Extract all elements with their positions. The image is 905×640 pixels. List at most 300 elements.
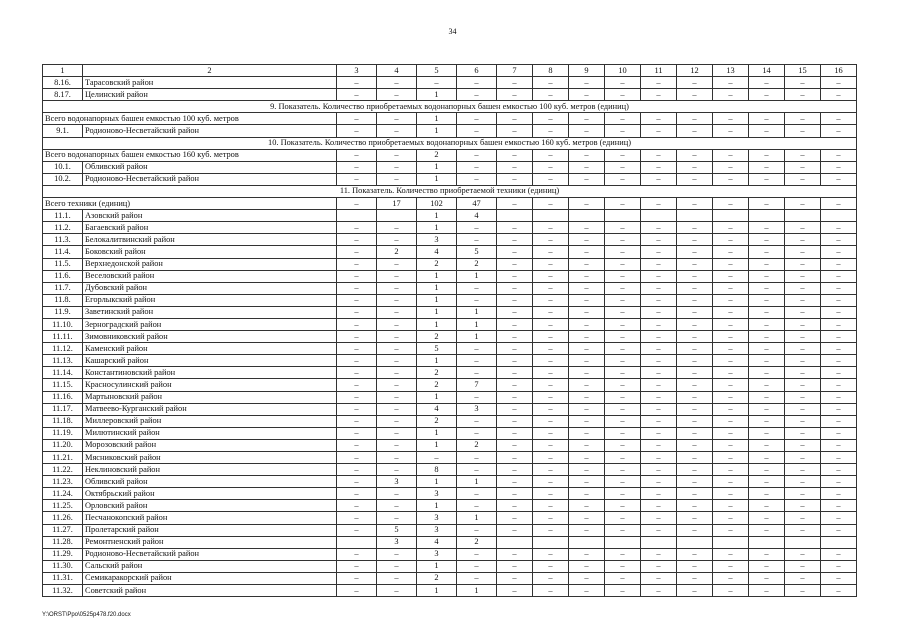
value-cell: – bbox=[785, 306, 821, 318]
value-cell: – bbox=[713, 367, 749, 379]
district-name: Целинский район bbox=[83, 89, 337, 101]
value-cell: – bbox=[821, 572, 857, 584]
value-cell: – bbox=[533, 149, 569, 161]
value-cell: – bbox=[533, 500, 569, 512]
value-cell: 17 bbox=[377, 198, 417, 210]
value-cell: – bbox=[337, 318, 377, 330]
value-cell: – bbox=[749, 113, 785, 125]
value-cell: – bbox=[569, 476, 605, 488]
value-cell: – bbox=[605, 331, 641, 343]
value-cell: – bbox=[533, 198, 569, 210]
value-cell: – bbox=[497, 113, 533, 125]
value-cell: – bbox=[497, 560, 533, 572]
header-cell: 9 bbox=[569, 65, 605, 77]
district-name: Обливский район bbox=[83, 476, 337, 488]
value-cell: – bbox=[377, 464, 417, 476]
value-cell: 5 bbox=[377, 524, 417, 536]
value-cell: – bbox=[749, 331, 785, 343]
value-cell: – bbox=[337, 125, 377, 137]
value-cell: – bbox=[569, 572, 605, 584]
table-row bbox=[43, 585, 857, 597]
value-cell: – bbox=[497, 246, 533, 258]
value-cell: – bbox=[641, 585, 677, 597]
value-cell: – bbox=[337, 403, 377, 415]
value-cell: – bbox=[533, 427, 569, 439]
table-row bbox=[43, 161, 857, 173]
value-cell: – bbox=[749, 415, 785, 427]
value-cell: – bbox=[713, 331, 749, 343]
value-cell: – bbox=[377, 355, 417, 367]
value-cell: – bbox=[713, 246, 749, 258]
value-cell: – bbox=[677, 282, 713, 294]
table-row bbox=[43, 464, 857, 476]
value-cell: – bbox=[457, 391, 497, 403]
value-cell: 1 bbox=[417, 294, 457, 306]
value-cell bbox=[749, 210, 785, 222]
value-cell: – bbox=[785, 452, 821, 464]
value-cell: – bbox=[713, 343, 749, 355]
value-cell bbox=[713, 536, 749, 548]
value-cell: – bbox=[713, 113, 749, 125]
value-cell: – bbox=[569, 355, 605, 367]
value-cell: 1 bbox=[417, 282, 457, 294]
value-cell: – bbox=[569, 89, 605, 101]
header-cell: 15 bbox=[785, 65, 821, 77]
value-cell: – bbox=[457, 149, 497, 161]
file-path-footer: Y:\ORST\Ppo\0525p478.f20.docx bbox=[42, 612, 131, 618]
value-cell: – bbox=[713, 572, 749, 584]
value-cell: – bbox=[497, 258, 533, 270]
table-row bbox=[43, 452, 857, 464]
value-cell bbox=[713, 210, 749, 222]
value-cell: – bbox=[337, 524, 377, 536]
value-cell: – bbox=[569, 585, 605, 597]
district-name: Октябрьский район bbox=[83, 488, 337, 500]
value-cell: – bbox=[457, 173, 497, 185]
value-cell bbox=[641, 536, 677, 548]
total-row bbox=[43, 198, 857, 210]
value-cell: – bbox=[497, 306, 533, 318]
value-cell: 1 bbox=[417, 500, 457, 512]
value-cell: 1 bbox=[417, 355, 457, 367]
value-cell: – bbox=[749, 294, 785, 306]
value-cell: – bbox=[605, 173, 641, 185]
value-cell: – bbox=[821, 125, 857, 137]
value-cell: – bbox=[497, 572, 533, 584]
value-cell: – bbox=[605, 524, 641, 536]
header-cell: 16 bbox=[821, 65, 857, 77]
value-cell: – bbox=[497, 439, 533, 451]
value-cell: – bbox=[337, 258, 377, 270]
value-cell: – bbox=[569, 488, 605, 500]
value-cell: – bbox=[677, 222, 713, 234]
value-cell: – bbox=[377, 294, 417, 306]
value-cell bbox=[641, 210, 677, 222]
value-cell: 1 bbox=[457, 270, 497, 282]
value-cell: – bbox=[337, 343, 377, 355]
district-name: Веселовский район bbox=[83, 270, 337, 282]
value-cell: – bbox=[821, 198, 857, 210]
table-row bbox=[43, 294, 857, 306]
district-name: Дубовский район bbox=[83, 282, 337, 294]
table-row bbox=[43, 524, 857, 536]
value-cell: – bbox=[713, 161, 749, 173]
value-cell: – bbox=[677, 585, 713, 597]
value-cell: – bbox=[497, 282, 533, 294]
value-cell: – bbox=[337, 161, 377, 173]
value-cell bbox=[337, 536, 377, 548]
value-cell: 2 bbox=[417, 331, 457, 343]
header-cell: 12 bbox=[677, 65, 713, 77]
value-cell: – bbox=[749, 367, 785, 379]
value-cell: – bbox=[749, 270, 785, 282]
value-cell: – bbox=[569, 161, 605, 173]
value-cell: – bbox=[749, 282, 785, 294]
value-cell: – bbox=[569, 560, 605, 572]
value-cell: – bbox=[457, 427, 497, 439]
value-cell: – bbox=[785, 476, 821, 488]
value-cell: – bbox=[377, 560, 417, 572]
value-cell: – bbox=[677, 234, 713, 246]
value-cell: – bbox=[677, 173, 713, 185]
table-row bbox=[43, 210, 857, 222]
district-name: Кашарский район bbox=[83, 355, 337, 367]
table-row bbox=[43, 355, 857, 367]
value-cell: – bbox=[677, 77, 713, 89]
table-row bbox=[43, 548, 857, 560]
header-cell: 14 bbox=[749, 65, 785, 77]
district-name: Красносулинский район bbox=[83, 379, 337, 391]
value-cell: – bbox=[497, 464, 533, 476]
row-number: 11.23. bbox=[43, 476, 83, 488]
row-number: 11.11. bbox=[43, 331, 83, 343]
value-cell: – bbox=[641, 89, 677, 101]
value-cell: 3 bbox=[417, 234, 457, 246]
value-cell: – bbox=[821, 403, 857, 415]
value-cell: – bbox=[641, 294, 677, 306]
value-cell: – bbox=[641, 379, 677, 391]
table-row bbox=[43, 246, 857, 258]
value-cell: – bbox=[677, 403, 713, 415]
row-number: 11.6. bbox=[43, 270, 83, 282]
value-cell: – bbox=[713, 464, 749, 476]
value-cell: – bbox=[785, 149, 821, 161]
value-cell: – bbox=[533, 343, 569, 355]
value-cell: – bbox=[337, 222, 377, 234]
header-cell: 4 bbox=[377, 65, 417, 77]
value-cell: – bbox=[641, 331, 677, 343]
value-cell: – bbox=[605, 270, 641, 282]
value-cell: – bbox=[569, 270, 605, 282]
district-name: Азовский район bbox=[83, 210, 337, 222]
value-cell: – bbox=[569, 258, 605, 270]
value-cell: – bbox=[785, 355, 821, 367]
value-cell: – bbox=[569, 415, 605, 427]
value-cell: – bbox=[677, 161, 713, 173]
value-cell: – bbox=[533, 331, 569, 343]
value-cell: – bbox=[533, 234, 569, 246]
value-cell: – bbox=[569, 331, 605, 343]
value-cell: – bbox=[677, 198, 713, 210]
value-cell: – bbox=[497, 234, 533, 246]
value-cell: – bbox=[821, 246, 857, 258]
value-cell: – bbox=[713, 77, 749, 89]
value-cell: – bbox=[677, 464, 713, 476]
value-cell: – bbox=[377, 318, 417, 330]
value-cell: – bbox=[677, 331, 713, 343]
section-heading-row bbox=[43, 101, 857, 113]
value-cell: – bbox=[713, 306, 749, 318]
row-number: 11.9. bbox=[43, 306, 83, 318]
row-number: 11.26. bbox=[43, 512, 83, 524]
value-cell: – bbox=[569, 464, 605, 476]
value-cell: 7 bbox=[457, 379, 497, 391]
value-cell: – bbox=[337, 427, 377, 439]
value-cell: – bbox=[821, 524, 857, 536]
value-cell: – bbox=[377, 306, 417, 318]
value-cell: – bbox=[713, 125, 749, 137]
value-cell: – bbox=[641, 113, 677, 125]
value-cell: – bbox=[337, 355, 377, 367]
value-cell: – bbox=[785, 488, 821, 500]
value-cell: 1 bbox=[457, 585, 497, 597]
value-cell: – bbox=[337, 331, 377, 343]
value-cell: – bbox=[497, 89, 533, 101]
value-cell: – bbox=[821, 77, 857, 89]
value-cell: – bbox=[533, 476, 569, 488]
value-cell: – bbox=[497, 343, 533, 355]
row-number: 11.12. bbox=[43, 343, 83, 355]
value-cell: – bbox=[821, 89, 857, 101]
value-cell: – bbox=[533, 355, 569, 367]
value-cell: 3 bbox=[377, 476, 417, 488]
value-cell: – bbox=[821, 427, 857, 439]
value-cell: – bbox=[605, 198, 641, 210]
district-name: Зимовниковский район bbox=[83, 331, 337, 343]
value-cell: – bbox=[457, 113, 497, 125]
value-cell: 1 bbox=[457, 331, 497, 343]
value-cell: – bbox=[749, 464, 785, 476]
row-number: 11.25. bbox=[43, 500, 83, 512]
value-cell: – bbox=[377, 512, 417, 524]
value-cell: – bbox=[821, 379, 857, 391]
value-cell: – bbox=[605, 548, 641, 560]
value-cell: – bbox=[785, 439, 821, 451]
value-cell bbox=[821, 210, 857, 222]
value-cell: – bbox=[533, 572, 569, 584]
value-cell: – bbox=[377, 89, 417, 101]
value-cell: – bbox=[641, 258, 677, 270]
value-cell: – bbox=[533, 464, 569, 476]
value-cell: – bbox=[785, 403, 821, 415]
value-cell: – bbox=[533, 246, 569, 258]
value-cell: – bbox=[677, 391, 713, 403]
value-cell: – bbox=[533, 367, 569, 379]
value-cell: – bbox=[713, 585, 749, 597]
value-cell: – bbox=[677, 572, 713, 584]
header-cell: 6 bbox=[457, 65, 497, 77]
value-cell: – bbox=[337, 89, 377, 101]
table-row bbox=[43, 318, 857, 330]
district-name: Пролетарский район bbox=[83, 524, 337, 536]
district-name: Песчанокопский район bbox=[83, 512, 337, 524]
table-row bbox=[43, 258, 857, 270]
section-heading: 9. Показатель. Количество приобретаемых водонапорных башен емкостью 100 куб. метров (единиц) bbox=[43, 101, 857, 113]
value-cell: – bbox=[605, 318, 641, 330]
value-cell: – bbox=[337, 512, 377, 524]
value-cell: – bbox=[533, 258, 569, 270]
value-cell bbox=[785, 536, 821, 548]
value-cell: – bbox=[457, 125, 497, 137]
value-cell: – bbox=[677, 500, 713, 512]
value-cell: 3 bbox=[377, 536, 417, 548]
value-cell: – bbox=[785, 379, 821, 391]
value-cell: – bbox=[821, 149, 857, 161]
value-cell: – bbox=[497, 198, 533, 210]
value-cell: – bbox=[749, 488, 785, 500]
value-cell: 1 bbox=[417, 210, 457, 222]
value-cell: – bbox=[457, 452, 497, 464]
value-cell: 4 bbox=[417, 403, 457, 415]
value-cell: – bbox=[337, 415, 377, 427]
value-cell: – bbox=[785, 500, 821, 512]
value-cell: 1 bbox=[417, 113, 457, 125]
value-cell: – bbox=[821, 585, 857, 597]
value-cell: – bbox=[821, 367, 857, 379]
value-cell: – bbox=[337, 149, 377, 161]
value-cell: – bbox=[417, 77, 457, 89]
value-cell: – bbox=[533, 548, 569, 560]
value-cell: – bbox=[749, 391, 785, 403]
header-cell: 2 bbox=[83, 65, 337, 77]
value-cell: – bbox=[713, 355, 749, 367]
value-cell: – bbox=[337, 548, 377, 560]
value-cell: – bbox=[337, 306, 377, 318]
table-row bbox=[43, 560, 857, 572]
value-cell: – bbox=[749, 173, 785, 185]
table-row bbox=[43, 125, 857, 137]
value-cell: – bbox=[749, 439, 785, 451]
value-cell: – bbox=[337, 294, 377, 306]
district-name: Зерноградский район bbox=[83, 318, 337, 330]
value-cell: – bbox=[533, 77, 569, 89]
row-number: 11.29. bbox=[43, 548, 83, 560]
value-cell: – bbox=[497, 355, 533, 367]
value-cell: 4 bbox=[417, 536, 457, 548]
value-cell: – bbox=[337, 113, 377, 125]
value-cell: – bbox=[533, 306, 569, 318]
value-cell: – bbox=[377, 379, 417, 391]
table-row bbox=[43, 572, 857, 584]
row-number: 8.16. bbox=[43, 77, 83, 89]
value-cell: 3 bbox=[417, 488, 457, 500]
value-cell: – bbox=[605, 415, 641, 427]
value-cell: – bbox=[641, 161, 677, 173]
value-cell: – bbox=[533, 439, 569, 451]
value-cell bbox=[677, 536, 713, 548]
value-cell: – bbox=[533, 113, 569, 125]
row-number: 11.5. bbox=[43, 258, 83, 270]
value-cell: 4 bbox=[417, 246, 457, 258]
value-cell: – bbox=[713, 270, 749, 282]
table-row bbox=[43, 439, 857, 451]
value-cell: – bbox=[821, 173, 857, 185]
value-cell: – bbox=[713, 222, 749, 234]
value-cell: – bbox=[457, 161, 497, 173]
value-cell: – bbox=[533, 270, 569, 282]
value-cell: – bbox=[785, 572, 821, 584]
value-cell: – bbox=[677, 452, 713, 464]
value-cell: – bbox=[713, 452, 749, 464]
value-cell: – bbox=[533, 318, 569, 330]
value-cell: – bbox=[497, 403, 533, 415]
value-cell: – bbox=[641, 343, 677, 355]
value-cell bbox=[605, 210, 641, 222]
value-cell: – bbox=[821, 548, 857, 560]
value-cell: – bbox=[569, 548, 605, 560]
value-cell: 1 bbox=[417, 306, 457, 318]
value-cell: – bbox=[785, 427, 821, 439]
value-cell: – bbox=[377, 548, 417, 560]
value-cell: 1 bbox=[417, 270, 457, 282]
value-cell: – bbox=[337, 391, 377, 403]
value-cell: – bbox=[533, 379, 569, 391]
value-cell: – bbox=[533, 585, 569, 597]
value-cell: – bbox=[533, 403, 569, 415]
value-cell: – bbox=[377, 452, 417, 464]
value-cell: – bbox=[569, 113, 605, 125]
value-cell: – bbox=[749, 89, 785, 101]
value-cell: – bbox=[641, 173, 677, 185]
value-cell: – bbox=[677, 258, 713, 270]
value-cell: 1 bbox=[417, 439, 457, 451]
value-cell: 1 bbox=[457, 318, 497, 330]
value-cell: – bbox=[749, 512, 785, 524]
value-cell: – bbox=[713, 560, 749, 572]
value-cell bbox=[377, 210, 417, 222]
value-cell: – bbox=[821, 222, 857, 234]
value-cell: – bbox=[677, 379, 713, 391]
value-cell: – bbox=[569, 173, 605, 185]
value-cell: – bbox=[569, 343, 605, 355]
value-cell: – bbox=[337, 282, 377, 294]
table-header-row bbox=[43, 65, 857, 77]
value-cell: – bbox=[785, 173, 821, 185]
row-number: 11.19. bbox=[43, 427, 83, 439]
value-cell: – bbox=[677, 270, 713, 282]
value-cell: – bbox=[677, 512, 713, 524]
value-cell: – bbox=[533, 173, 569, 185]
value-cell: – bbox=[821, 439, 857, 451]
row-number: 11.24. bbox=[43, 488, 83, 500]
value-cell: – bbox=[569, 149, 605, 161]
value-cell: – bbox=[641, 524, 677, 536]
row-number: 11.32. bbox=[43, 585, 83, 597]
row-number: 8.17. bbox=[43, 89, 83, 101]
district-name: Сальский район bbox=[83, 560, 337, 572]
value-cell: – bbox=[677, 113, 713, 125]
value-cell: – bbox=[337, 500, 377, 512]
table-row bbox=[43, 391, 857, 403]
value-cell: – bbox=[533, 560, 569, 572]
value-cell: – bbox=[569, 512, 605, 524]
value-cell: – bbox=[497, 222, 533, 234]
value-cell: – bbox=[605, 367, 641, 379]
value-cell bbox=[337, 210, 377, 222]
value-cell: – bbox=[337, 476, 377, 488]
value-cell: – bbox=[533, 282, 569, 294]
value-cell: – bbox=[377, 572, 417, 584]
